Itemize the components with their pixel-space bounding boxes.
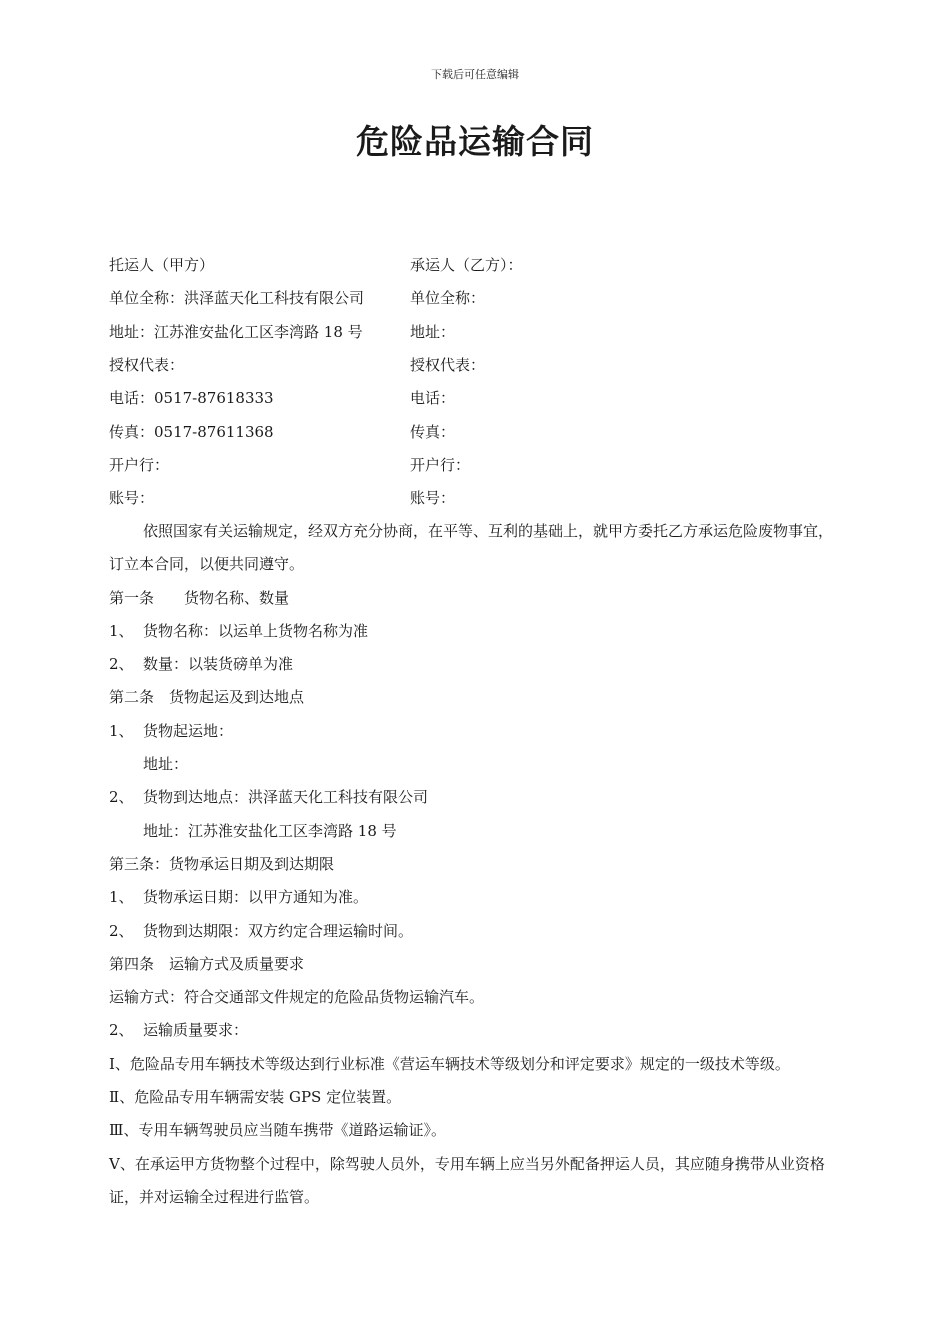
item-text: 数量：以装货磅单为准 <box>143 655 294 674</box>
list-item <box>109 615 844 648</box>
carrier-account: 账号： <box>410 489 456 508</box>
party-row <box>109 481 849 514</box>
item-number: 2、 <box>109 655 134 674</box>
shipper-fax: 传真：0517-87611368 <box>109 422 274 441</box>
transport-method: 运输方式：符合交通部文件规定的危险品货物运输汽车。 <box>109 988 485 1007</box>
list-item <box>109 781 844 814</box>
article-2-heading: 第二条 货物起运及到达地点 <box>109 688 305 707</box>
contract-body <box>109 515 844 1214</box>
origin-address: 地址： <box>143 755 189 774</box>
carrier-fax: 传真： <box>410 422 456 441</box>
item-number: 1、 <box>109 888 134 907</box>
carrier-heading: 承运人（乙方）： <box>410 256 523 275</box>
list-item <box>109 881 844 914</box>
list-item <box>109 915 844 948</box>
carrier-company: 单位全称： <box>410 289 486 308</box>
article-1-heading: 第一条 货物名称、数量 <box>109 588 290 607</box>
requirement-3: Ⅲ、专用车辆驾驶员应当随车携带《道路运输证》。 <box>109 1121 446 1140</box>
requirement-4: Ⅴ、在承运甲方货物整个过程中，除驾驶人员外，专用车辆上应当另外配备押运人员，其应随身携带从业资格证，并对运输全过程进行监管。 <box>109 1154 825 1206</box>
party-row <box>109 315 849 348</box>
shipper-address: 地址：江苏淮安盐化工区李湾路 18 号 <box>109 322 363 341</box>
item-number: 2、 <box>109 1021 134 1040</box>
party-row <box>109 448 849 481</box>
item-text: 货物到达期限：双方约定合理运输时间。 <box>143 921 414 940</box>
shipper-heading: 托运人（甲方） <box>109 256 215 275</box>
item-number: 1、 <box>109 721 134 740</box>
article-3-heading: 第三条：货物承运日期及到达期限 <box>109 854 335 873</box>
item-text: 货物到达地点：洪泽蓝天化工科技有限公司 <box>143 788 429 807</box>
carrier-phone: 电话： <box>410 389 456 408</box>
list-item <box>109 1014 844 1047</box>
article-4-heading: 第四条 运输方式及质量要求 <box>109 954 305 973</box>
document-title: 危险品运输合同 <box>356 122 594 161</box>
carrier-bank: 开户行： <box>410 455 471 474</box>
item-text: 货物名称：以运单上货物名称为准 <box>143 621 369 640</box>
page-header-note: 下载后可任意编辑 <box>431 68 519 81</box>
item-number: 2、 <box>109 788 134 807</box>
carrier-address: 地址： <box>410 322 456 341</box>
shipper-company: 单位全称：洪泽蓝天化工科技有限公司 <box>109 289 365 308</box>
party-row <box>109 414 849 447</box>
requirement-2: Ⅱ、危险品专用车辆需安装 GPS 定位装置。 <box>109 1088 402 1107</box>
item-number: 2、 <box>109 921 134 940</box>
party-row <box>109 281 849 314</box>
party-row <box>109 381 849 414</box>
requirement-1: Ⅰ、危险品专用车辆技术等级达到行业标准《营运车辆技术等级划分和评定要求》规定的一级技术等级。 <box>109 1054 790 1073</box>
party-row <box>109 348 849 381</box>
item-number: 1、 <box>109 621 134 640</box>
list-item <box>109 715 844 748</box>
item-text: 货物承运日期：以甲方通知为准。 <box>143 888 369 907</box>
carrier-representative: 授权代表： <box>410 356 486 375</box>
party-row <box>109 248 849 281</box>
destination-address: 地址：江苏淮安盐化工区李湾路 18 号 <box>143 821 397 840</box>
shipper-phone: 电话：0517-87618333 <box>109 389 274 408</box>
shipper-account: 账号： <box>109 489 155 508</box>
shipper-representative: 授权代表： <box>109 356 185 375</box>
item-text: 货物起运地： <box>143 721 234 740</box>
list-item <box>109 648 844 681</box>
item-text: 运输质量要求： <box>143 1021 249 1040</box>
shipper-bank: 开户行： <box>109 455 170 474</box>
intro-paragraph: 依照国家有关运输规定，经双方充分协商，在平等、互利的基础上，就甲方委托乙方承运危险废物事宜，订立本合同，以便共同遵守。 <box>109 522 834 574</box>
parties-block <box>109 248 849 514</box>
